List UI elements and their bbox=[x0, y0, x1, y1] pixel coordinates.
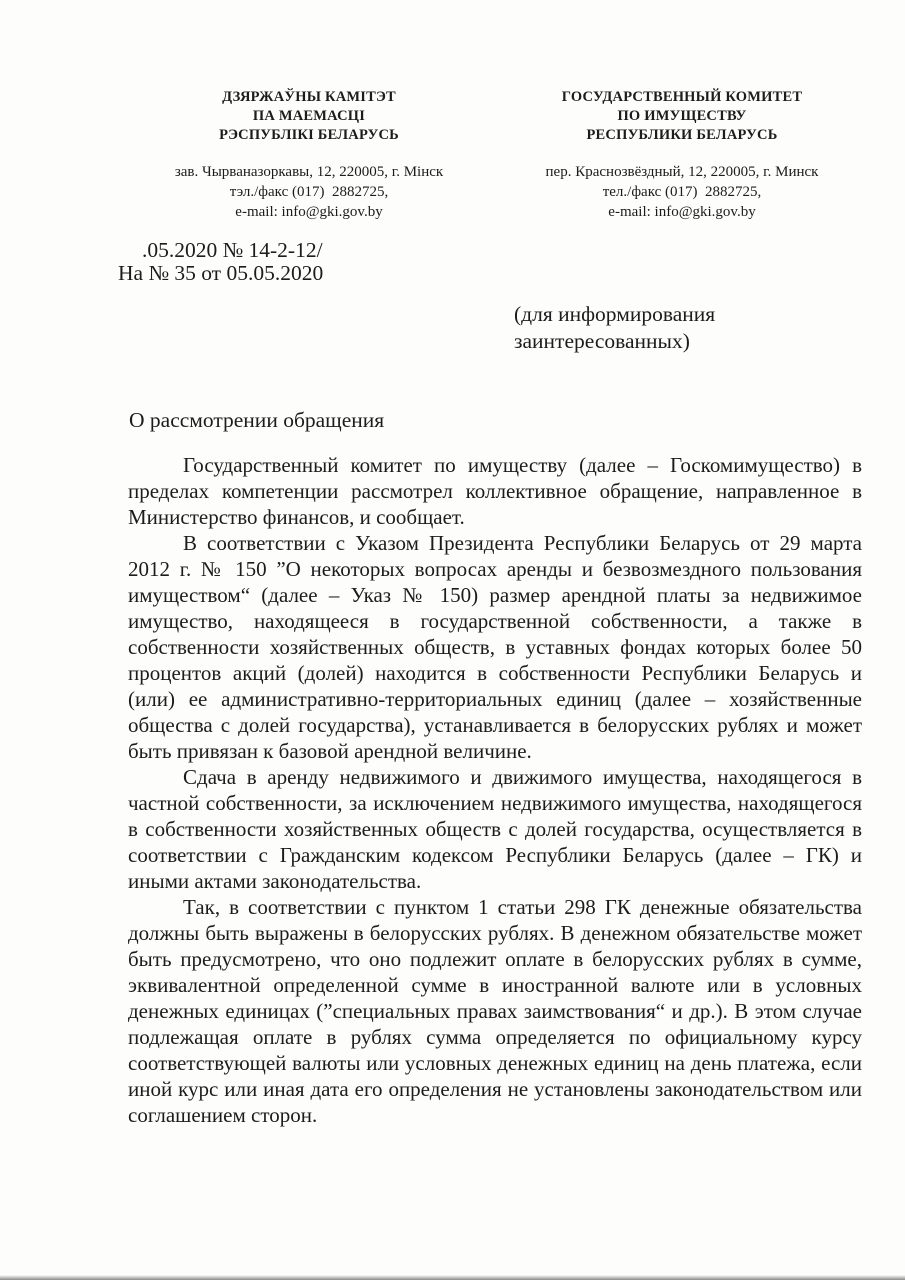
org-address-russian bbox=[515, 162, 849, 222]
addressee-note-line: (для информирования bbox=[514, 302, 716, 326]
body-paragraph: Так, в соответствии с пунктом 1 статьи 298 ГК денежные обязательства должны быть выражены в белорусских рублях. В денежном обязательстве может быть предусмотрено, что оно подлежит оплате в белорусских рублях в сумме, эквивалентной определенной сумме в иностранной валюте или в условных денежных единицах (”специальных правах заимствования“ и др.). В этом случае подлежащая оплате в рублях сумма определяется по официальному курсу соответствующей валюты или условных денежных единиц на день платежа, если иной курс или иная дата его определения не установлены законодательством или соглашением сторон. bbox=[128, 895, 862, 1127]
address-phone-line: тэл./факс (017) 2882725, bbox=[229, 184, 389, 200]
letter-body bbox=[128, 452, 862, 1128]
scan-bottom-edge bbox=[0, 1275, 905, 1280]
org-name-line: ГОСУДАРСТВЕННЫЙ КОМИТЕТ bbox=[561, 89, 803, 105]
org-name-line: РЕСПУБЛИКИ БЕЛАРУСЬ bbox=[586, 127, 778, 143]
address-email-line: e-mail: info@gki.gov.by bbox=[608, 204, 756, 220]
body-paragraph: В соответствии с Указом Президента Республики Беларусь от 29 марта 2012 г. № 150 ”О некоторых вопросах аренды и безвозмездного пользования имуществом“ (далее – Указ № 150) размер арендной платы за недвижимое имущество, находящееся в государственной собственности, а также в собственности хозяйственных обществ, в уставных фондах которых более 50 процентов акций (долей) находится в собственности Республики Беларусь и (или) ее административно-территориальных единиц (далее – хозяйственные общества с долей государства), устанавливается в белорусских рублях и может быть привязан к базовой арендной величине. bbox=[128, 531, 862, 763]
org-name-line: ПА МАЕМАСЦІ bbox=[252, 108, 366, 124]
org-name-russian bbox=[515, 88, 849, 145]
org-address-belarusian bbox=[142, 162, 476, 222]
addressee-note bbox=[514, 301, 715, 355]
body-paragraph: Сдача в аренду недвижимого и движимого имущества, находящегося в частной собственности, за исключением недвижимого имущества, находящегося в собственности хозяйственных обществ с долей государства, осуществляется в соответствии с Гражданским кодексом Республики Беларусь (далее – ГК) и иными актами законодательства. bbox=[128, 765, 862, 893]
org-name-line: ДЗЯРЖАЎНЫ КАМІТЭТ bbox=[222, 89, 396, 105]
letterhead-left-column bbox=[142, 88, 476, 222]
reference-block bbox=[118, 239, 323, 285]
address-email-line: e-mail: info@gki.gov.by bbox=[235, 204, 383, 220]
org-name-belarusian bbox=[142, 88, 476, 145]
address-street-line: зав. Чырваназоркавы, 12, 220005, г. Мінск bbox=[174, 164, 444, 180]
address-street-line: пер. Краснозвёздный, 12, 220005, г. Минск bbox=[545, 164, 819, 180]
addressee-note-line: заинтересованных) bbox=[514, 329, 690, 353]
org-name-line: ПО ИМУЩЕСТВУ bbox=[617, 108, 747, 124]
body-paragraph: Государственный комитет по имуществу (далее – Госкомимущество) в пределах компетенции рассмотрел коллективное обращение, направленное в Министерство финансов, и сообщает. bbox=[128, 453, 862, 529]
subject-line: О рассмотрении обращения bbox=[129, 408, 385, 432]
org-name-line: РЭСПУБЛІКІ БЕЛАРУСЬ bbox=[219, 127, 399, 143]
outgoing-reference-line: .05.2020 № 14-2-12/ bbox=[142, 238, 323, 262]
incoming-reference-line: На № 35 от 05.05.2020 bbox=[118, 261, 324, 285]
address-phone-line: тел./факс (017) 2882725, bbox=[602, 184, 762, 200]
letterhead-right-column bbox=[515, 88, 849, 222]
